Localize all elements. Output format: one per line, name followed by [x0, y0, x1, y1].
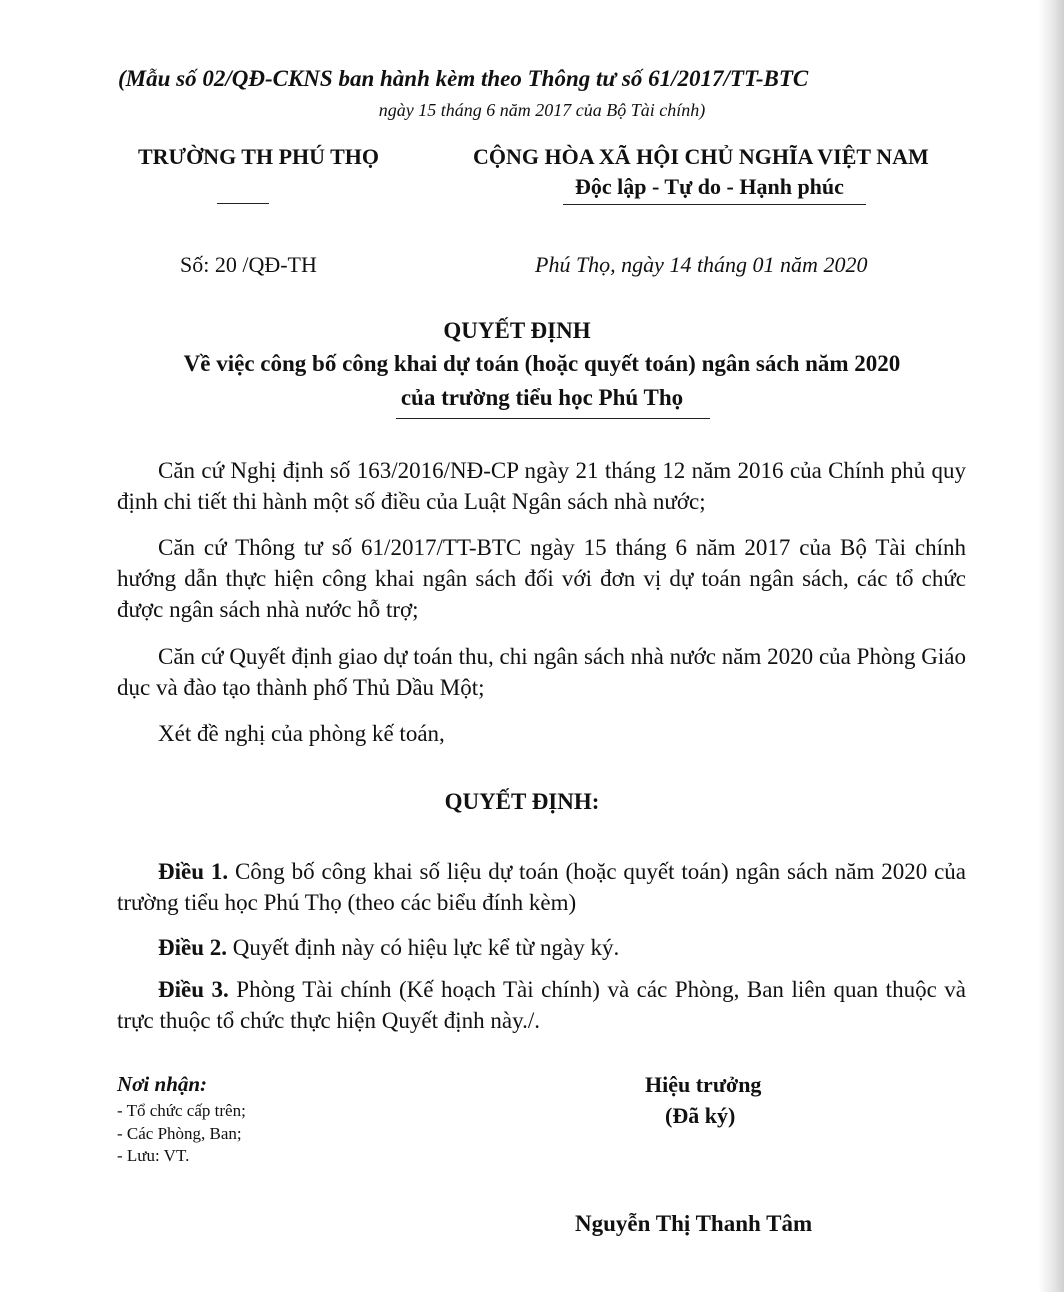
article-label: Điều 3. [158, 977, 229, 1002]
basis-paragraph: Căn cứ Thông tư số 61/2017/TT-BTC ngày 15 tháng 6 năm 2017 của Bộ Tài chính hướng dẫn thực hiện công khai ngân sách đối với đơn vị dự toán ngân sách, các tổ chức được ngân sách nhà nước hỗ trợ; [117, 535, 966, 622]
page-edge-shadow [1038, 0, 1064, 1292]
article-label: Điều 1. [158, 859, 229, 884]
recipient-item: - Tổ chức cấp trên; [117, 1101, 246, 1120]
document-number: Số: 20 /QĐ-TH [180, 252, 317, 277]
document-title: QUYẾT ĐỊNH [443, 318, 591, 343]
document-subtitle-line2: của trường tiểu học Phú Thọ [400, 385, 684, 410]
form-reference-sub: ngày 15 tháng 6 năm 2017 của Bộ Tài chính) [378, 100, 706, 120]
national-motto: Độc lập - Tự do - Hạnh phúc [575, 174, 844, 199]
article-2 [117, 932, 966, 963]
recipient-item: - Lưu: VT. [117, 1146, 190, 1165]
motto-underline [563, 204, 866, 205]
subtitle-underline [396, 418, 710, 419]
recipient-item: - Các Phòng, Ban; [117, 1124, 242, 1143]
basis-paragraph: Căn cứ Quyết định giao dự toán thu, chi ngân sách nhà nước năm 2020 của Phòng Giáo dục và đào tạo thành phố Thủ Dầu Một; [117, 644, 966, 700]
document-subtitle-line1: Về việc công bố công khai dự toán (hoặc quyết toán) ngân sách năm 2020 [183, 351, 901, 376]
organization-divider [217, 203, 269, 204]
article-text: Công bố công khai số liệu dự toán (hoặc quyết toán) ngân sách năm 2020 của trường tiểu học Phú Thọ (theo các biểu đính kèm) [117, 859, 966, 915]
basis-paragraph: Căn cứ Nghị định số 163/2016/NĐ-CP ngày 21 tháng 12 năm 2016 của Chính phủ quy định chi tiết thi hành một số điều của Luật Ngân sách nhà nước; [117, 458, 966, 514]
national-title: CỘNG HÒA XÃ HỘI CHỦ NGHĨA VIỆT NAM [473, 144, 929, 169]
article-1 [117, 856, 966, 918]
article-label: Điều 2. [158, 935, 227, 960]
signature-status: (Đã ký) [665, 1103, 736, 1128]
decision-heading: QUYẾT ĐỊNH: [444, 789, 600, 814]
basis-paragraph: Xét đề nghị của phòng kế toán, [158, 721, 445, 746]
article-3 [117, 974, 966, 1036]
article-text: Quyết định này có hiệu lực kể từ ngày ký. [227, 935, 620, 960]
signature-title: Hiệu trưởng [645, 1072, 762, 1097]
recipients-label: Nơi nhận: [117, 1072, 208, 1096]
signer-name: Nguyễn Thị Thanh Tâm [575, 1211, 813, 1236]
place-and-date: Phú Thọ, ngày 14 tháng 01 năm 2020 [535, 252, 868, 277]
form-reference: (Mẫu số 02/QĐ-CKNS ban hành kèm theo Thông tư số 61/2017/TT-BTC [118, 66, 809, 91]
article-text: Phòng Tài chính (Kế hoạch Tài chính) và các Phòng, Ban liên quan thuộc và trực thuộc tổ chức thực hiện Quyết định này./. [117, 977, 967, 1033]
organization-name: TRƯỜNG TH PHÚ THỌ [138, 144, 380, 169]
